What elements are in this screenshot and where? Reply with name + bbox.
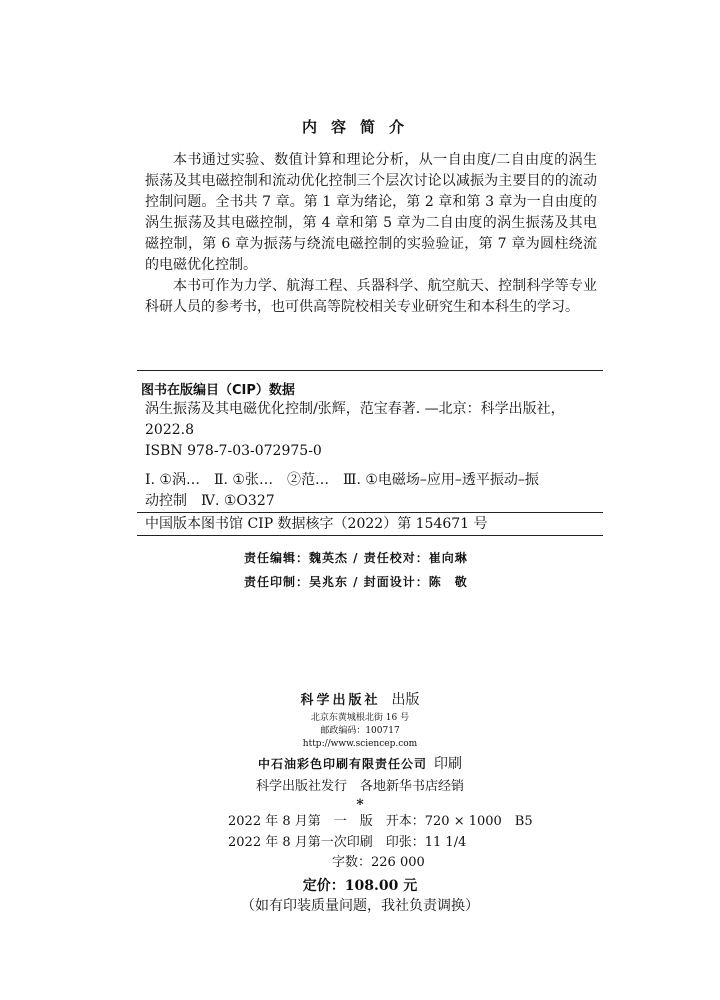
edition-line-1: 2022 年 8 月第 一 版 开本：720 × 1000 B5	[228, 814, 533, 829]
printer-action: 印刷	[434, 756, 463, 772]
cip-bottom-rule	[137, 535, 603, 536]
summary-paragraph-1: 本书通过实验、数值计算和理论分析，从一自由度/二自由度的涡生振荡及其电磁控制和流动优化控制三个层次讨论以减振为主要目的的流动控制问题。全书共 7 章。第 1 章为绪论，第 2 章和第 3 章为一自由度的涡生振荡及其电磁控制，第 4 章和第 5 章为二自由度的涡生振荡及其电磁控制，第 6 章为振荡与绕流电磁控制的实验验证，第 7 章为圆柱绕流的电磁优化控制。	[145, 152, 597, 273]
publisher-address: 北京东黄城根北街 16 号	[310, 713, 410, 723]
edition-line-3: 字数：226 000	[228, 855, 425, 870]
editors-block	[244, 546, 468, 594]
distribution-line: 科学出版社发行 各地新华书店经销	[255, 779, 464, 794]
summary-paragraph-2: 本书可作为力学、航海工程、兵器科学、航空航天、控制科学等专业科研人员的参考书，也可供高等院校相关专业研究生和本科生的学习。	[145, 278, 597, 315]
publisher-postcode: 邮政编码：100717	[320, 726, 400, 736]
separator-star: *	[356, 797, 364, 813]
cip-heading: 图书在版编目（CIP）数据	[141, 383, 295, 398]
cip-classification-line-1: Ⅰ. ①涡… Ⅱ. ①张… ②范… Ⅲ. ①电磁场–应用–透平振动–振	[145, 472, 539, 488]
publisher-block	[0, 688, 720, 812]
cip-number: 中国版本图书馆 CIP 数据核字（2022）第 154671 号	[145, 516, 488, 532]
editors-line-1: 责任编辑：魏英杰 / 责任校对：崔向琳	[244, 551, 468, 565]
cip-classification-line-2: 动控制 Ⅳ. ①O327	[145, 493, 275, 509]
publisher-url: http://www.sciencep.com	[302, 739, 418, 749]
editors-line-2: 责任印制：吴兆东 / 封面设计：陈 敬	[244, 575, 468, 589]
edition-line-2: 2022 年 8 月第一次印刷 印张：11 1/4	[228, 835, 467, 850]
cip-record-line-2: 2022.8	[145, 422, 194, 438]
quality-notice: （如有印装质量问题，我社负责调换）	[241, 898, 479, 914]
cip-block	[137, 370, 603, 536]
summary-section	[145, 150, 597, 318]
page-title: 内容简介	[301, 118, 418, 136]
cip-record-line-1: 涡生振荡及其电磁优化控制/张辉，范宝春著. —北京：科学出版社，	[145, 401, 565, 417]
publisher-action: 出版	[391, 692, 420, 708]
publisher-name: 科学出版社	[300, 693, 381, 708]
printer-name: 中石油彩色印刷有限责任公司	[257, 757, 427, 771]
price: 定价：108.00 元	[302, 878, 418, 894]
cip-isbn: ISBN 978-7-03-072975-0	[145, 443, 322, 459]
